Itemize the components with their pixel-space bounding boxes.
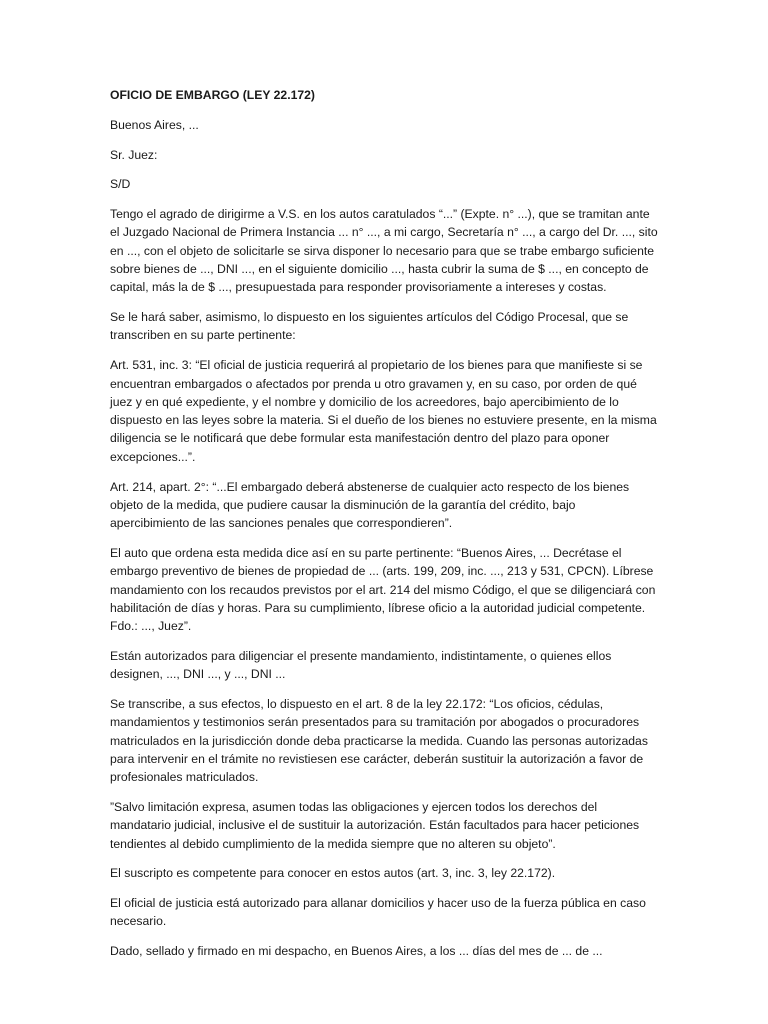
body-paragraph: ”Salvo limitación expresa, asumen todas las obligaciones y ejercen todos los derechos del mandatario judicial, inclusive el de sustituir la autorización. Están facultados para hacer peticiones tendientes al debido cumplimiento de la medida siempre que no alteren su objeto”. bbox=[110, 800, 640, 851]
body-paragraph: El oficial de justicia está autorizado para allanar domicilios y hacer uso de la fuerza pública en caso necesario. bbox=[110, 896, 646, 929]
body-paragraph: Se le hará saber, asimismo, lo dispuesto en los siguientes artículos del Código Procesal, que se transcriben en su parte pertinente: bbox=[110, 310, 629, 343]
document-title: OFICIO DE EMBARGO (LEY 22.172) bbox=[110, 88, 315, 102]
body-paragraph: El auto que ordena esta medida dice así en su parte pertinente: “Buenos Aires, ... Decrétase el embargo preventivo de bienes de propiedad de ... (arts. 199, 209, inc. ..., 213 y 531, CPCN). Líbrese mandamiento con los recaudos previstos por el art. 214 del mismo Código, el que se diligenciará con habilitación de días y horas. Para su cumplimiento, líbrese oficio a la autoridad judicial competente. Fdo.: ..., Juez”. bbox=[110, 545, 656, 634]
body-paragraph: El suscripto es competente para conocer en estos autos (art. 3, inc. 3, ley 22.172). bbox=[110, 866, 556, 881]
body-paragraph: Se transcribe, a sus efectos, lo dispuesto en el art. 8 de la ley 22.172: “Los oficios, cédulas, mandamientos y testimonios serán presentados para su tramitación por abogados o procuradores matriculados en la jurisdicción donde deba practicarse la medida. Cuando las personas autorizadas para intervenir en el trámite no revistiesen ese carácter, deberán sustituir la autorización a favor de profesionales matriculados. bbox=[110, 697, 648, 785]
sd-line: S/D bbox=[110, 177, 131, 192]
addressee-line: Sr. Juez: bbox=[110, 147, 158, 162]
body-paragraph: Art. 531, inc. 3: “El oficial de justicia requerirá al propietario de los bienes para que manifieste si se encuentran embargados o afectados por prenda u otro gravamen y, en su caso, por orden de qué juez y en qué expediente, y el nombre y domicilio de los acreedores, bajo apercibimiento de lo dispuesto en las leyes sobre la materia. Si el dueño de los bienes no estuviere presente, en la misma diligencia se le notificará que debe formular esta manifestación dentro del plazo para oponer excepciones...”. bbox=[110, 358, 657, 464]
place-date-line: Buenos Aires, ... bbox=[110, 117, 199, 132]
closing-line: Dado, sellado y firmado en mi despacho, en Buenos Aires, a los ... días del mes de ... de ... bbox=[110, 944, 603, 959]
body-paragraph: Tengo el agrado de dirigirme a V.S. en los autos caratulados “...” (Expte. n° ...), que se tramitan ante el Juzgado Nacional de Primera Instancia ... n° ..., a mi cargo, Secretaría n° ..., a cargo del Dr. ..., sito en ..., con el objeto de solicitarle se sirva disponer lo necesario para que se trabe embargo suficiente sobre bienes de ..., DNI ..., en el siguiente domicilio ..., hasta cubrir la suma de $ ..., en concepto de capital, más la de $ ..., presupuestada para responder provisoriamente a intereses y costas. bbox=[110, 207, 658, 295]
body-paragraph: Art. 214, apart. 2°: “...El embargado deberá abstenerse de cualquier acto respecto de los bienes objeto de la medida, que pudiere causar la disminución de la garantía del crédito, bajo apercibimiento de las sanciones penales que correspondieren”. bbox=[110, 479, 630, 531]
document-page bbox=[110, 86, 658, 972]
body-paragraph: Están autorizados para diligenciar el presente mandamiento, indistintamente, o quienes ellos designen, ..., DNI ..., y ..., DNI ... bbox=[110, 648, 612, 682]
